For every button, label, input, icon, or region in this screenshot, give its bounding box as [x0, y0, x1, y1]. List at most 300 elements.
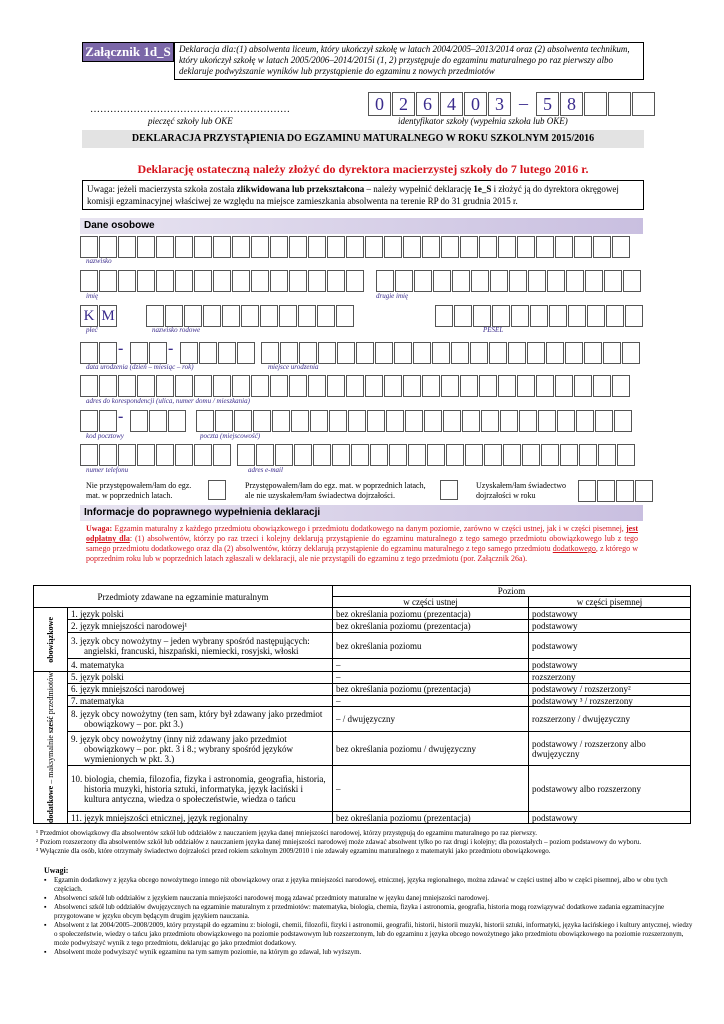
footnote-1: ¹ Przedmiot obowiązkowy dla absolwentów szkół lub oddziałów z nauczaniem języka danej mniejszości narodowej, którzy przystępują do egzaminu maturalnego po raz pierwszy. [36, 829, 538, 837]
oral-header: w części ustnej [333, 597, 529, 608]
input-cell[interactable] [479, 375, 497, 397]
input-cell[interactable] [555, 236, 573, 258]
input-cell[interactable] [251, 375, 269, 397]
input-cell[interactable] [308, 236, 326, 258]
input-cell[interactable] [270, 236, 288, 258]
input-cell[interactable] [291, 410, 309, 432]
input-cell[interactable] [384, 236, 402, 258]
input-cell[interactable] [156, 375, 174, 397]
birth-date-caption: data urodzenia (dzień – miesiąc – rok) [86, 363, 194, 371]
postal-code-caption: kod pocztowy [86, 432, 124, 440]
footnote-2: ² Poziom rozszerzony dla absolwentów szkół lub oddziałów z nauczaniem języka danej mniejszości narodowej może zdawać absolwent tylko po raz drugi i kolejny; dla pozostałych – poziom podstawowy do wyboru. [36, 838, 642, 846]
oral-level-cell: – [333, 672, 529, 684]
input-cell[interactable] [446, 444, 464, 466]
table-row [34, 633, 691, 659]
input-cell[interactable] [175, 236, 193, 258]
input-cell[interactable] [99, 236, 117, 258]
input-cell[interactable] [332, 444, 350, 466]
notes-title: Uwagi: [44, 866, 69, 875]
input-cell[interactable] [595, 410, 613, 432]
email-caption: adres e-mail [248, 466, 283, 474]
form-title: DEKLARACJA PRZYSTĄPIENIA DO EGZAMINU MATURALNEGO W ROKU SZKOLNYM 2015/2016 [82, 130, 644, 148]
input-cell[interactable] [498, 375, 516, 397]
input-cell[interactable] [149, 342, 167, 364]
input-cell[interactable] [80, 375, 98, 397]
footnote-3: ³ Wyłącznie dla osób, które otrzymały świadectwo dojrzałości przed rokiem szkolnym 2009/2010 i nie zdawały egzaminu maturalnego z matematyki jako przedmiotu obowiązkowego. [36, 847, 551, 855]
input-cell[interactable] [251, 236, 269, 258]
input-cell[interactable] [222, 305, 240, 327]
input-cell[interactable] [196, 410, 214, 432]
input-cell[interactable] [99, 342, 117, 364]
input-cell[interactable] [509, 270, 527, 292]
input-cell[interactable] [454, 305, 472, 327]
input-cell[interactable] [99, 270, 117, 292]
written-level-cell: podstawowy albo rozszerzony [529, 766, 691, 812]
input-cell[interactable] [452, 270, 470, 292]
input-cell[interactable] [568, 305, 586, 327]
input-cell[interactable] [275, 444, 293, 466]
input-cell[interactable] [270, 270, 288, 292]
input-cell[interactable] [566, 270, 584, 292]
birth-day-grid[interactable] [80, 342, 118, 364]
input-cell[interactable] [241, 305, 259, 327]
input-cell[interactable] [593, 375, 611, 397]
input-cell[interactable] [541, 444, 559, 466]
input-cell[interactable] [528, 270, 546, 292]
input-cell[interactable] [604, 270, 622, 292]
notes-list [44, 876, 694, 957]
input-cell[interactable] [435, 305, 453, 327]
table-row [34, 812, 691, 824]
input-cell[interactable] [156, 236, 174, 258]
postal-code-1-grid[interactable] [80, 410, 118, 432]
input-cell[interactable] [517, 236, 535, 258]
input-cell[interactable] [118, 444, 136, 466]
school-id-cell[interactable]: 8 [560, 92, 583, 116]
note-item: ▪ Absolwent z lat 2004/2005–2008/2009, który przystąpił do egzaminu z: biologii, chemii, filozofii, fizyki i astronomii, geografii, historii, historii muzyki, historii sztuki, informatyki, języka łacińskiego i kultury antycznej, wiedzy o społeczeństwie, wiedzy o tańcu jako przedmiotu obowiązkowego na poziomie podstawowym lub rozszerzonym, lub do egzaminu z języka obcego nowożytnego jako przedmiotu obowiązkowego na poziomie rozszerzonym, może podwyższyć wynik z tego przedmiotu, deklarując go jako przedmiot dodatkowy. [44, 921, 693, 947]
input-cell[interactable] [576, 410, 594, 432]
input-cell[interactable] [623, 270, 641, 292]
school-id-cell[interactable]: 4 [440, 92, 463, 116]
input-cell[interactable] [356, 342, 374, 364]
input-cell[interactable] [327, 375, 345, 397]
school-id-cell[interactable]: 3 [488, 92, 511, 116]
oral-level-cell: – [333, 659, 529, 672]
input-cell[interactable] [614, 410, 632, 432]
oral-level-cell: – / dwujęzyczny [333, 707, 529, 732]
input-cell[interactable] [500, 410, 518, 432]
input-cell[interactable] [403, 236, 421, 258]
input-cell[interactable] [299, 342, 317, 364]
input-cell[interactable] [289, 270, 307, 292]
phone-caption: numer telefonu [86, 466, 129, 474]
input-cell[interactable] [232, 270, 250, 292]
input-cell[interactable] [346, 236, 364, 258]
input-cell[interactable] [395, 270, 413, 292]
input-cell[interactable] [597, 480, 615, 502]
input-cell[interactable] [156, 444, 174, 466]
post-office-caption: poczta (miejscowość) [200, 432, 261, 440]
written-level-cell: podstawowy [529, 608, 691, 620]
input-cell[interactable] [413, 342, 431, 364]
table-row [34, 731, 691, 765]
phone-grid[interactable] [80, 444, 232, 466]
input-cell[interactable] [194, 375, 212, 397]
input-cell[interactable] [294, 444, 312, 466]
input-cell[interactable] [80, 270, 98, 292]
input-cell[interactable] [574, 375, 592, 397]
table-row [34, 766, 691, 812]
oral-level-cell: bez określania poziomu [333, 633, 529, 659]
input-cell[interactable] [635, 480, 653, 502]
post-office-grid[interactable] [196, 410, 633, 432]
input-cell[interactable] [584, 342, 602, 364]
input-cell[interactable] [490, 270, 508, 292]
input-cell[interactable] [503, 444, 521, 466]
subject-cell: 9. język obcy nowożytny (inny niż zdawany jako przedmiot obowiązkowy – por. pkt. 3 i 8.; wybrany spośród języków wymienionych w pkt. 3.) [68, 731, 333, 765]
input-cell[interactable] [270, 375, 288, 397]
family-name-caption: nazwisko rodowe [152, 326, 201, 334]
input-cell[interactable] [298, 305, 316, 327]
written-level-cell: podstawowy [529, 812, 691, 824]
input-cell[interactable] [481, 410, 499, 432]
input-cell[interactable] [451, 342, 469, 364]
input-cell[interactable] [218, 342, 236, 364]
input-cell[interactable] [547, 270, 565, 292]
input-cell[interactable] [593, 236, 611, 258]
table-row [34, 695, 691, 707]
input-cell[interactable] [261, 342, 279, 364]
input-cell[interactable] [473, 305, 491, 327]
written-level-cell: podstawowy [529, 620, 691, 633]
input-cell[interactable] [470, 342, 488, 364]
input-cell[interactable] [616, 480, 634, 502]
input-cell[interactable] [365, 375, 383, 397]
option-prior-exam-no-cert-checkbox[interactable] [440, 480, 458, 500]
subject-cell: 11. język mniejszości etnicznej, język regionalny [68, 812, 333, 824]
school-id-cell[interactable] [632, 92, 655, 116]
input-cell[interactable] [565, 342, 583, 364]
input-cell[interactable] [376, 270, 394, 292]
input-cell[interactable] [272, 410, 290, 432]
input-cell[interactable] [403, 375, 421, 397]
school-id-cell[interactable]: – [512, 92, 535, 116]
input-cell[interactable] [279, 305, 297, 327]
note-item: ▪ Egzamin dodatkowy z języka obcego nowożytnego innego niż obowiązkowy oraz z języka mniejszości narodowej, etnicznej, języka regionalnego, można zdawać w części ustnej albo w części pisemnej, albo w obu tych częściach. [44, 876, 668, 893]
input-cell[interactable] [612, 375, 630, 397]
input-cell[interactable] [130, 342, 148, 364]
input-cell[interactable] [394, 342, 412, 364]
input-cell[interactable] [606, 305, 624, 327]
input-cell[interactable] [557, 410, 575, 432]
input-cell[interactable] [99, 375, 117, 397]
input-cell[interactable] [351, 444, 369, 466]
school-id-cell[interactable] [584, 92, 607, 116]
input-cell[interactable] [337, 342, 355, 364]
input-cell[interactable] [432, 342, 450, 364]
note-item: ▪ Absolwenci szkół lub oddziałów dwujęzycznych na egzaminie maturalnym z przedmiotów: matematyka, biologia, chemia, fizyka i astronomia, geografia, historia mogą rozwiązywać dodatkowe zadania egzaminacyjne przygotowane w języku obcym będącym drugim językiem nauczania. [44, 903, 665, 920]
input-cell[interactable] [137, 236, 155, 258]
input-cell[interactable] [327, 236, 345, 258]
input-cell[interactable] [130, 410, 148, 432]
input-cell[interactable] [336, 305, 354, 327]
subject-cell: 2. język mniejszości narodowej¹ [68, 620, 333, 633]
birth-year-grid[interactable] [180, 342, 256, 364]
input-cell[interactable] [498, 236, 516, 258]
pesel-caption: PESEL [483, 326, 504, 334]
input-cell[interactable] [118, 270, 136, 292]
input-cell[interactable] [156, 270, 174, 292]
input-cell[interactable] [308, 270, 326, 292]
input-cell[interactable] [346, 270, 364, 292]
input-cell[interactable] [175, 375, 193, 397]
deadline-notice: Deklarację ostateczną należy złożyć do dyrektora macierzystej szkoły do 7 lutego 2016 r. [137, 162, 589, 176]
input-cell[interactable] [527, 342, 545, 364]
input-cell[interactable] [213, 236, 231, 258]
input-cell[interactable] [203, 305, 221, 327]
input-cell[interactable] [194, 444, 212, 466]
subject-cell: 5. język polski [68, 672, 333, 684]
input-cell[interactable] [578, 480, 596, 502]
input-cell[interactable] [384, 375, 402, 397]
input-cell[interactable] [519, 410, 537, 432]
input-cell[interactable] [489, 342, 507, 364]
input-cell[interactable] [622, 342, 640, 364]
input-cell[interactable] [427, 444, 445, 466]
input-cell[interactable] [317, 305, 335, 327]
input-cell[interactable] [213, 375, 231, 397]
birth-month-grid[interactable] [130, 342, 168, 364]
first-name-grid[interactable] [80, 270, 365, 292]
input-cell[interactable] [460, 375, 478, 397]
input-cell[interactable] [318, 342, 336, 364]
subject-cell: 4. matematyka [68, 659, 333, 672]
input-cell[interactable] [149, 410, 167, 432]
input-cell[interactable] [289, 375, 307, 397]
input-cell[interactable] [194, 236, 212, 258]
input-cell[interactable] [308, 375, 326, 397]
subjects-header: Przedmioty zdawane na egzaminie maturalnym [34, 586, 333, 608]
input-cell[interactable] [327, 270, 345, 292]
family-name-grid[interactable] [146, 305, 355, 327]
input-cell[interactable] [137, 375, 155, 397]
personal-data-heading: Dane osobowe [80, 218, 643, 234]
school-id-cell[interactable]: 0 [464, 92, 487, 116]
input-cell[interactable] [549, 305, 567, 327]
input-cell[interactable] [538, 410, 556, 432]
written-header: w części pisemnej [529, 597, 691, 608]
input-cell[interactable] [80, 342, 98, 364]
input-cell[interactable] [280, 342, 298, 364]
written-level-cell: rozszerzony / dwujęzyczny [529, 707, 691, 732]
input-cell[interactable] [462, 410, 480, 432]
input-cell[interactable] [574, 236, 592, 258]
school-id-cell[interactable]: 6 [416, 92, 439, 116]
input-cell[interactable] [213, 270, 231, 292]
input-cell[interactable] [260, 305, 278, 327]
option-prior-exam-no-cert: Przystępowałem/łam do egz. mat. w poprzednich latach, ale nie uzyskałem/łam świadectwa dojrzałości. [245, 481, 426, 500]
input-cell[interactable] [80, 236, 98, 258]
input-cell[interactable] [346, 375, 364, 397]
input-cell[interactable] [579, 444, 597, 466]
input-cell[interactable] [617, 444, 635, 466]
input-cell[interactable] [465, 444, 483, 466]
input-cell[interactable] [414, 270, 432, 292]
option-no-prior-exam: Nie przystępowałem/łam do egz. mat. w poprzednich latach. [86, 481, 192, 500]
address-grid[interactable] [80, 375, 631, 397]
input-cell[interactable] [165, 305, 183, 327]
cert-year-grid[interactable] [578, 480, 654, 502]
input-cell[interactable] [386, 410, 404, 432]
input-cell[interactable] [348, 410, 366, 432]
written-level-cell: podstawowy [529, 633, 691, 659]
table-row [34, 672, 691, 684]
input-cell[interactable] [80, 410, 98, 432]
input-cell[interactable] [137, 444, 155, 466]
input-cell[interactable] [234, 410, 252, 432]
input-cell[interactable] [184, 305, 202, 327]
pesel-grid[interactable] [435, 305, 644, 327]
input-cell[interactable] [251, 270, 269, 292]
input-cell[interactable] [367, 410, 385, 432]
input-cell[interactable] [422, 375, 440, 397]
input-cell[interactable] [560, 444, 578, 466]
input-cell[interactable] [424, 410, 442, 432]
sex-cell[interactable]: K [80, 305, 98, 327]
input-cell[interactable] [471, 270, 489, 292]
postal-dash: - [118, 408, 124, 425]
input-cell[interactable] [522, 444, 540, 466]
input-cell[interactable] [232, 236, 250, 258]
subject-cell: 10. biologia, chemia, filozofia, fizyka i astronomia, geografia, historia, historia muzyki, historia sztuki, informatyka, język łaciński i kultura antyczna, wiedza o społeczeństwie, wiedza o tańcu [68, 766, 333, 812]
second-name-caption: drugie imię [376, 292, 409, 300]
input-cell[interactable] [118, 375, 136, 397]
input-cell[interactable] [365, 236, 383, 258]
input-cell[interactable] [375, 342, 393, 364]
school-id-cell[interactable]: 0 [368, 92, 391, 116]
input-cell[interactable] [405, 410, 423, 432]
table-row [34, 659, 691, 672]
email-grid[interactable] [237, 444, 636, 466]
input-cell[interactable] [370, 444, 388, 466]
input-cell[interactable] [517, 375, 535, 397]
input-cell[interactable] [237, 444, 255, 466]
input-cell[interactable] [508, 342, 526, 364]
input-cell[interactable] [511, 305, 529, 327]
input-cell[interactable] [612, 236, 630, 258]
oral-level-cell: – [333, 766, 529, 812]
second-name-grid[interactable] [376, 270, 642, 292]
input-cell[interactable] [625, 305, 643, 327]
input-cell[interactable] [479, 236, 497, 258]
input-cell[interactable] [598, 444, 616, 466]
school-id-cell[interactable]: 2 [392, 92, 415, 116]
input-cell[interactable] [80, 444, 98, 466]
birth-place-caption: miejsce urodzenia [268, 363, 319, 371]
input-cell[interactable] [289, 236, 307, 258]
input-cell[interactable] [460, 236, 478, 258]
input-cell[interactable] [555, 375, 573, 397]
input-cell[interactable] [492, 305, 510, 327]
input-cell[interactable] [137, 270, 155, 292]
input-cell[interactable] [215, 410, 233, 432]
liquidation-note: Uwaga: jeżeli macierzysta szkoła została zlikwidowana lub przekształcona – należy wypełnić deklarację 1e_S i złożyć ją do dyrektora okręgowej komisji egzaminacyjnej właściwej ze względu na miejsce zamieszkania absolwenta na terenie RP do 31 grudnia 2015 r. [82, 180, 644, 210]
input-cell[interactable] [443, 410, 461, 432]
info-paragraph: Uwaga: Egzamin maturalny z każdego przedmiotu obowiązkowego i przedmiotu dodatkowego na danym poziomie, zarówno w części ustnej, jak i w części pisemnej, jest odpłatny dla: (1) absolwentów, którzy po raz trzeci i kolejny deklarują przystąpienie do egzaminu maturalnego z tego samego przedmiotu obowiązkowego lub z tego samego przedmiotu dodatkowego oraz dla (2) absolwentów, którzy deklarują przystąpienie do egzaminu maturalnego z tego samego przedmiotu dodatkowego, z którego w poprzednim roku lub w poprzednich latach zgłaszali w deklaracji, ale nie przystąpili do egzaminu z tego przedmiotu (por. Załącznik 26a). [86, 524, 639, 563]
stamp-dots: …………………………………………………… [90, 104, 290, 115]
stamp-caption: pieczęć szkoły lub OKE [148, 116, 233, 126]
input-cell[interactable] [536, 375, 554, 397]
school-id-cell[interactable] [608, 92, 631, 116]
input-cell[interactable] [213, 444, 231, 466]
subject-cell: 3. język obcy nowożytny – jeden wybrany spośród następujących: angielski, francuski, hiszpański, niemiecki, rosyjski, włoski [68, 633, 333, 659]
postal-code-2-grid[interactable] [130, 410, 187, 432]
input-cell[interactable] [175, 270, 193, 292]
input-cell[interactable] [441, 375, 459, 397]
input-cell[interactable] [310, 410, 328, 432]
input-cell[interactable] [408, 444, 426, 466]
input-cell[interactable] [313, 444, 331, 466]
school-id-cell[interactable]: 5 [536, 92, 559, 116]
input-cell[interactable] [146, 305, 164, 327]
input-cell[interactable] [585, 270, 603, 292]
birth-place-grid[interactable] [261, 342, 641, 364]
input-cell[interactable] [389, 444, 407, 466]
surname-grid[interactable] [80, 236, 631, 258]
input-cell[interactable] [175, 444, 193, 466]
input-cell[interactable] [232, 375, 250, 397]
written-level-cell: rozszerzony [529, 672, 691, 684]
subject-cell: 1. język polski [68, 608, 333, 620]
school-id-grid[interactable] [368, 92, 656, 116]
subject-cell: 6. język mniejszości narodowej [68, 683, 333, 695]
note-item: ▪ Absolwent może podwyższyć wynik egzaminu na tym samym poziomie, na którym go zdawał, lub wyższym. [44, 948, 362, 956]
input-cell[interactable] [199, 342, 217, 364]
input-cell[interactable] [536, 236, 554, 258]
oral-level-cell: bez określania poziomu (prezentacja) [333, 683, 529, 695]
input-cell[interactable] [484, 444, 502, 466]
input-cell[interactable] [603, 342, 621, 364]
written-level-cell: podstawowy [529, 659, 691, 672]
sex-grid[interactable] [80, 305, 118, 327]
input-cell[interactable] [256, 444, 274, 466]
option-no-prior-exam-checkbox[interactable] [208, 480, 226, 500]
input-cell[interactable] [237, 342, 255, 364]
info-heading: Informacje do poprawnego wypełnienia deklaracji [80, 505, 643, 521]
input-cell[interactable] [168, 410, 186, 432]
input-cell[interactable] [422, 236, 440, 258]
input-cell[interactable] [99, 410, 117, 432]
written-level-cell: podstawowy / rozszerzony² [529, 683, 691, 695]
input-cell[interactable] [441, 236, 459, 258]
input-cell[interactable] [587, 305, 605, 327]
input-cell[interactable] [433, 270, 451, 292]
input-cell[interactable] [530, 305, 548, 327]
written-level-cell: podstawowy / rozszerzony albo dwujęzyczny [529, 731, 691, 765]
sex-cell[interactable]: M [99, 305, 117, 327]
input-cell[interactable] [329, 410, 347, 432]
group-additional: dodatkowe – maksymalnie sześć przedmiotów [34, 672, 68, 824]
input-cell[interactable] [546, 342, 564, 364]
input-cell[interactable] [99, 444, 117, 466]
sex-caption: płeć [86, 326, 98, 334]
input-cell[interactable] [194, 270, 212, 292]
school-id-caption: identyfikator szkoły (wypełnia szkoła lub OKE) [398, 116, 568, 126]
input-cell[interactable] [118, 236, 136, 258]
table-row [34, 707, 691, 732]
input-cell[interactable] [253, 410, 271, 432]
input-cell[interactable] [180, 342, 198, 364]
